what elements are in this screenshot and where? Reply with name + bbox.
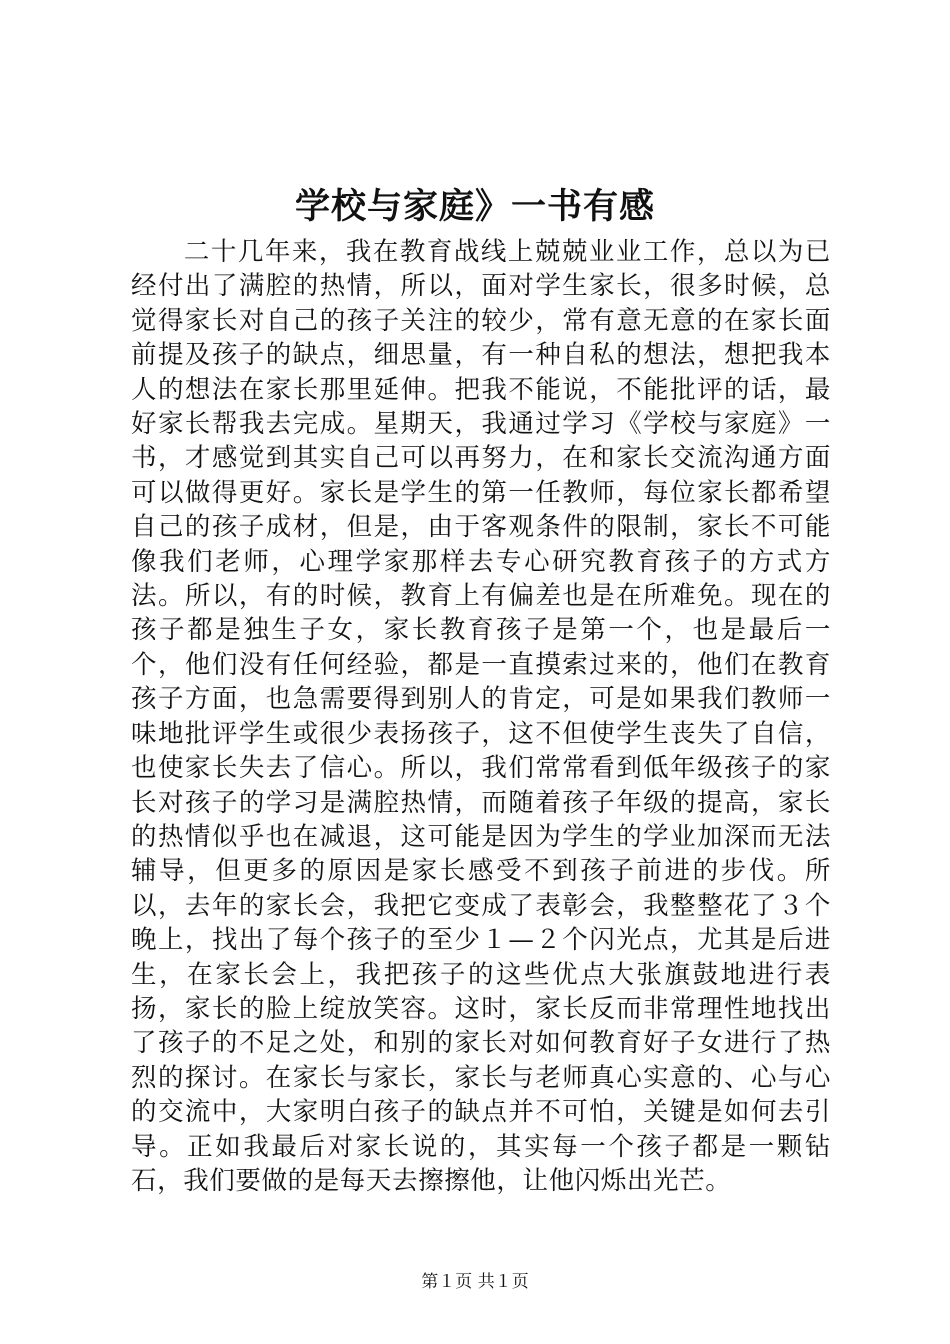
document-body (131, 235, 831, 1198)
body-paragraph: 二十几年来，我在教育战线上兢兢业业工作，总以为已经付出了满腔的热情，所以，面对学生家长，很多时候，总觉得家长对自己的孩子关注的较少，常有意无意的在家长面前提及孩子的缺点，细思量，有一种自私的想法，想把我本人的想法在家长那里延伸。把我不能说，不能批评的话，最好家长帮我去完成。星期天，我通过学习《学校与家庭》一书，才感觉到其实自己可以再努力，在和家长交流沟通方面可以做得更好。家长是学生的第一任教师，每位家长都希望自己的孩子成材，但是，由于客观条件的限制，家长不可能像我们老师，心理学家那样去专心研究教育孩子的方式方法。所以，有的时候，教育上有偏差也是在所难免。现在的孩子都是独生子女，家长教育孩子是第一个，也是最后一个，他们没有任何经验，都是一直摸索过来的，他们在教育孩子方面，也急需要得到别人的肯定，可是如果我们教师一味地批评学生或很少表扬孩子，这不但使学生丧失了自信，也使家长失去了信心。所以，我们常常看到低年级孩子的家长对孩子的学习是满腔热情，而随着孩子年级的提高，家长的热情似乎也在减退，这可能是因为学生的学业加深而无法辅导，但更多的原因是家长感受不到孩子前进的步伐。所以，去年的家长会，我把它变成了表彰会，我整整花了３个晚上，找出了每个孩子的至少１—２个闪光点，尤其是后进生，在家长会上，我把孩子的这些优点大张旗鼓地进行表扬，家长的脸上绽放笑容。这时，家长反而非常理性地找出了孩子的不足之处，和别的家长对如何教育好子女进行了热烈的探讨。在家长与家长，家长与老师真心实意的、心与心的交流中，大家明白孩子的缺点并不可怕，关键是如何去引导。正如我最后对家长说的，其实每一个孩子都是一颗钻石，我们要做的是每天去擦擦他，让他闪烁出光芒。 (131, 237, 831, 1196)
page-footer: 第１页 共１页 (421, 1272, 529, 1292)
document-title: 学校与家庭》一书有感 (294, 186, 655, 227)
